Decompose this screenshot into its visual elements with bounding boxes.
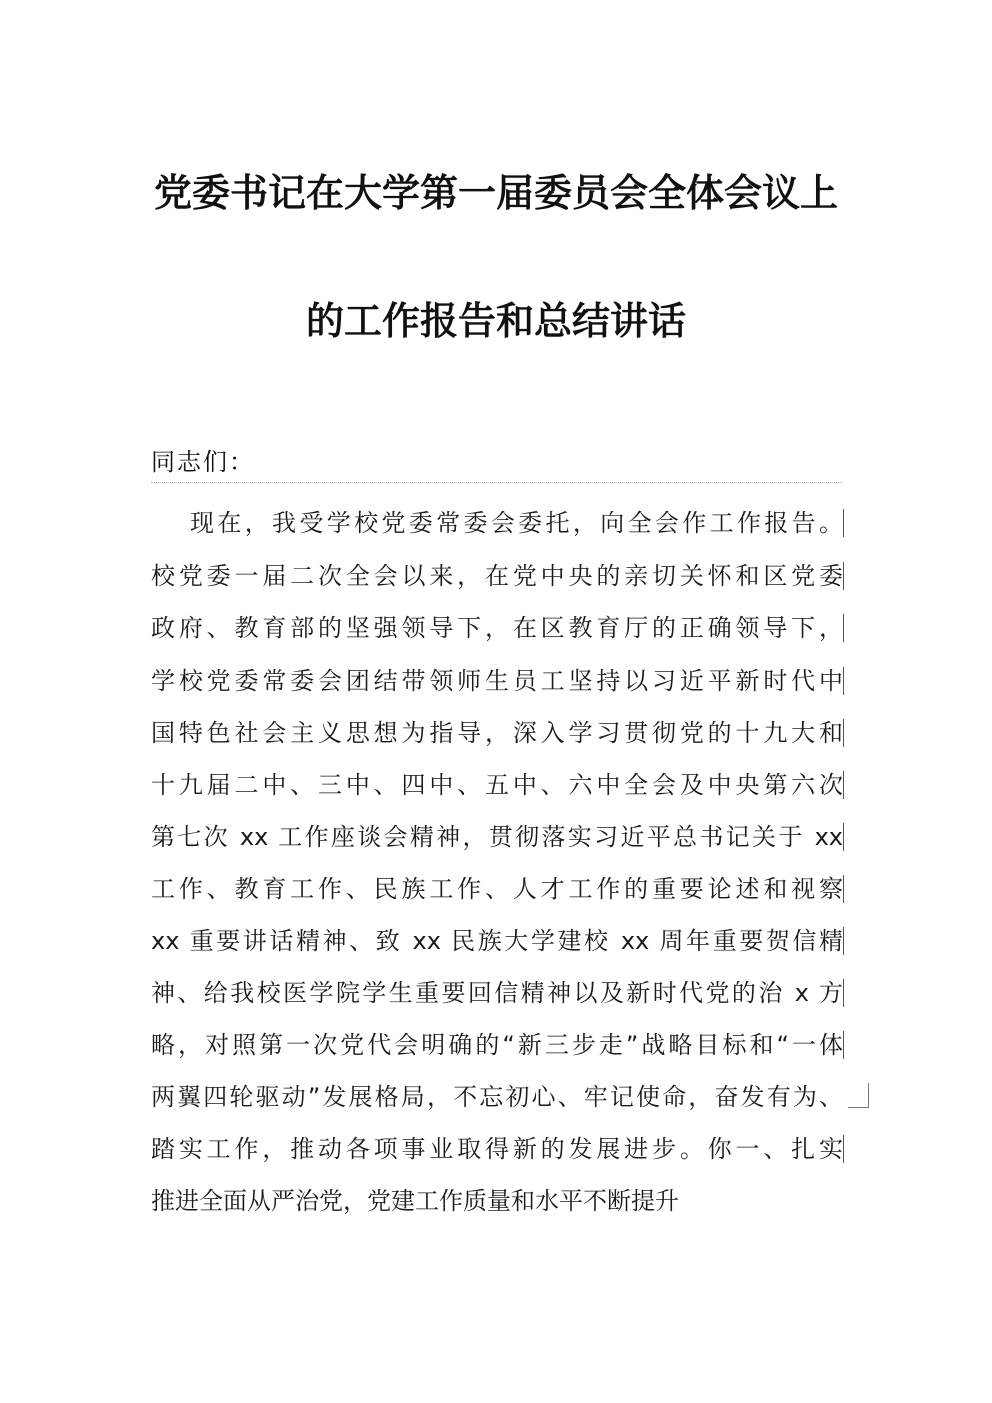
right-margin-mark — [843, 509, 844, 537]
body-line-2: 校党委一届二次全会以来，在党中央的亲切关怀和区党委 — [151, 562, 843, 590]
body-line-6: 十九届二中、三中、四中、五中、六中全会及中央第六次 — [151, 771, 843, 799]
right-margin-mark — [843, 1031, 844, 1059]
right-margin-mark — [843, 823, 844, 851]
body-line-13: 踏实工作，推动各项事业取得新的发展进步。你一、扎实 — [151, 1135, 843, 1163]
right-margin-mark — [843, 562, 844, 590]
body-line-14: 推进全面从严治党，党建工作质量和水平不断提升 — [151, 1187, 679, 1215]
body-line-7: 第七次 xx 工作座谈会精神，贯彻落实习近平总书记关于 xx — [151, 823, 843, 851]
right-margin-mark — [843, 771, 844, 799]
body-line-11: 略，对照第一次党代会明确的“新三步走”战略目标和“一体 — [151, 1031, 843, 1059]
right-margin-corner-mark — [848, 1083, 869, 1108]
document-title-line-1: 党委书记在大学第一届委员会全体会议上 — [153, 171, 838, 215]
document-title-line-2: 的工作报告和总结讲话 — [305, 299, 686, 343]
body-line-12: 两翼四轮驱动”发展格局，不忘初心、牢记使命，奋发有为、 — [151, 1083, 843, 1111]
right-margin-mark — [843, 875, 844, 903]
body-line-1: 现在，我受学校党委常委会委托，向全会作工作报告。 — [190, 509, 843, 537]
body-line-5: 国特色社会主义思想为指导，深入学习贯彻党的十九大和 — [151, 719, 843, 747]
right-margin-mark — [843, 614, 844, 642]
body-line-10: 神、给我校医学院学生重要回信精神以及新时代党的治 x 方 — [151, 979, 843, 1007]
body-line-8: 工作、教育工作、民族工作、人才工作的重要论述和视察 — [151, 875, 843, 903]
right-margin-mark — [843, 719, 844, 747]
body-line-9: xx 重要讲话精神、致 xx 民族大学建校 xx 周年重要贺信精 — [151, 927, 843, 955]
body-line-4: 学校党委常委会团结带领师生员工坚持以习近平新时代中 — [151, 667, 843, 695]
body-line-3: 政府、教育部的坚强领导下，在区教育厅的正确领导下， — [151, 614, 843, 642]
right-margin-mark — [843, 1135, 844, 1163]
right-margin-mark — [843, 927, 844, 955]
right-margin-mark — [843, 667, 844, 695]
right-margin-mark — [843, 979, 844, 1007]
salutation: 同志们： — [151, 448, 255, 476]
dotted-divider — [151, 482, 843, 483]
